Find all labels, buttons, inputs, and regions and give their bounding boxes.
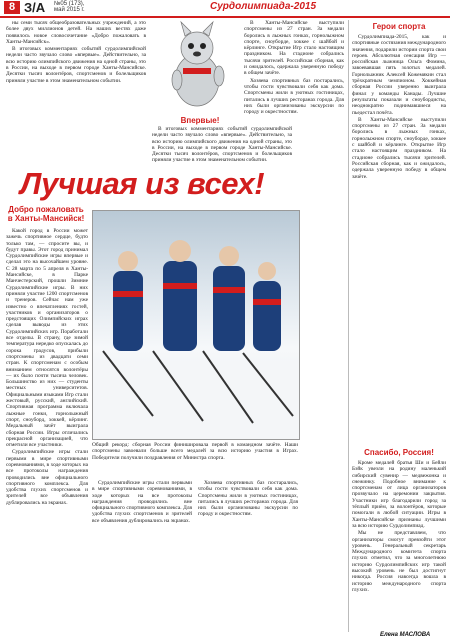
athletes-photo bbox=[92, 210, 300, 440]
left-text-2: Сурдолимпийские игры стали первыми в мире спортивными соревнованиями, в ходе которых на все протоколы награждения проводились вне официального спортивного комплекса. Для удобства глухих спортсменов и зрителей все объявления дублировались на экранах. bbox=[6, 449, 88, 506]
issue-number: №05 (173), bbox=[54, 1, 85, 7]
main-title: Лучшая из всех! bbox=[20, 166, 265, 201]
photo-caption: Общий рекорд: сборная России финишировала первой в командном зачёте. Наши спортсмены завоевали больше всего медалей за всю историю участия в Играх. Победители получили поздравления от Министра спорта. bbox=[92, 442, 298, 461]
newspaper-logo: З/А bbox=[24, 0, 46, 15]
bottom-mid-left-column bbox=[92, 480, 192, 630]
first-text: В итоговых комментариях событий сурдолимпийской недели часто звучало слово «впервые». Действительно, за всю историю олимпийского движения на одной страны, это в России, на выходе в первом городе Ханты-Мансийске. Десятки тысяч волонтёров, спортсменов и болельщиков приняли участие в этом знаменательном событии. bbox=[152, 126, 292, 164]
issue-date: май 2015 г. bbox=[54, 7, 85, 13]
rubric-title: Сурдолимпиада-2015 bbox=[210, 1, 317, 12]
bottom-mid-right-text: Хозяева спортивных баз постарались, чтобы гости чувствовали себя как дома. Спортсмены жили в уютных гостиницах, питались в лучших ресторанах города. Для них были организованы экскурсии по городу и окрестностям. bbox=[198, 480, 298, 518]
top-left-text: ны семи тысяч общеобразовательных учреждений, а это более двух миллионов детей. На наших вестях даже появилось новое словосочетание «Добро пожаловать в Ханты-Мансийск». bbox=[6, 20, 146, 45]
right-text: Сурдолимпиада-2015, как и спортивные состязания международного значения, подарили истории спорта свои героев. Абсолютная сенсация Игр — российская лыжница Ольга Фомина, завоевавшая пять золотых медалей. Горнолыжник Алексей Кожемякин стал трёхкратным чемпионом. Хоккейная сборная России уверенно выиграла финал у команды Канады. Лучшие результаты показали и сноубордисты, неоднократно поднимавшиеся на пьедестал почёта. bbox=[352, 34, 446, 116]
issue-info bbox=[54, 1, 85, 13]
page-number: 8 bbox=[4, 1, 20, 14]
sub-title: Добро пожаловать в Ханты-Мансийск! bbox=[7, 205, 85, 223]
right-heading: Герои спорта bbox=[372, 22, 426, 31]
right-text-2: Кроме медалей братья Ши и Бейли Бэйк увезли на родину маленький сибирский сувенир — медвежонка и снежинку. Подобное внимание к спортсменам от лица организаторов прозвучало на церемонии закрытия. Участники игр благодарили город за тёплый приём, за волонтёров, которые помогали в любой ситуации. Игры в Ханты-Мансийске признаны лучшими за всю историю Сурдолимпиад. bbox=[352, 460, 446, 529]
page-header bbox=[0, 0, 450, 18]
mid-text-top: В Ханты-Мансийске выступили спортсмены из 27 стран. За медали боролись в лыжных гонках, горнолыжном спорте, сноуборде, хоккее с шайбой и кёрлинге. Открытие Игр стало настоящим праздником. На стадионе собрались тысячи зрителей. Российская сборная, как и ожидалось, одержала уверенную победу в общем зачёте. bbox=[244, 20, 344, 77]
first-heading: Впервые! bbox=[180, 116, 220, 125]
right-column bbox=[352, 34, 446, 438]
bottom-mid-right-column bbox=[198, 480, 298, 630]
mascot-illustration bbox=[155, 20, 239, 112]
left-text: Какой город в России может зажечь спортивное сердце, будто только там, — спросите вы, и будут правы. Этот город принимал Сурдолимпийские игры впервые и сделал это на высочайшем уровне. С 28 марта по 5 апреля в Ханты-Мансийске, в Парке Манчестерский, прошли Зимние Сурдолимпийские игры. В них приняли участие 1200 спортсменов и тренеров. Сейчас нам уже известно о впечатлениях гостей, участников и организаторов о предстоящих Олимпийских играх сделав выводы из этих Сурдолимпийских игр. Поработали все отделы. В страну, где зимой температура нередко опускалась до сорока градусов, прибыли спортсмены из двадцати семи стран. К спортсменам с особым вниманием относятся волонтёры — их было почти тысяча человек. Большинство из них — студенты местных университетов. Официальными языками Игр стали жестовый, русский, английский. Спортивная программа включала лыжные гонки, горнолыжный спорт, сноуборд, хоккей, кёрлинг. Медальный зачёт выиграла сборная России. Игры отличались прекрасной организацией, что отметили все участники. bbox=[6, 228, 88, 449]
top-middle-column bbox=[244, 20, 344, 160]
author-signature: Елена МАСЛОВА bbox=[380, 632, 431, 638]
column-divider bbox=[348, 20, 349, 632]
left-column bbox=[6, 228, 88, 628]
right-column-2 bbox=[352, 460, 446, 628]
right-text-b: В Ханты-Мансийске выступили спортсмены из 27 стран. За медали боролись в лыжных гонках, горнолыжном спорте, сноуборде, хоккее с шайбой и кёрлинге. Открытие Игр стало настоящим праздником. На стадионе собрались тысячи зрителей. Российская сборная, как и ожидалось, одержала уверенную победу в общем зачёте. bbox=[352, 116, 446, 180]
photo-illustration bbox=[93, 211, 299, 439]
right-heading-2: Спасибо, Россия! bbox=[364, 448, 434, 457]
top-left-column bbox=[6, 20, 146, 160]
first-text-extra: В итоговых комментариях событий сурдолимпийской недели часто звучало слово «впервые». Действительно, за всю историю олимпийского движения на одной страны, это в России, на выходе в первом городе Ханты-Мансийске. Десятки тысяч волонтёров, спортсменов и болельщиков приняли участие в этом знаменательном событии. bbox=[6, 46, 146, 84]
mid-text-top2: Хозяева спортивных баз постарались, чтобы гости чувствовали себя как дома. Спортсмены жили в уютных гостиницах, питались в лучших ресторанах города. Для них были организованы экскурсии по городу и окрестностям. bbox=[244, 77, 344, 116]
right-text-3: Мы не представляем, что организаторы смогут превзойти этот уровень. Генеральный секретарь Международного комитета спорта глухих отметил, что за многолетнюю историю Сурдолимпийских игр такой высокий уровень не был достигнут никогда. Россия навсегда вошла в историю международного спорта глухих. bbox=[352, 530, 446, 593]
bottom-mid-left-text: Сурдолимпийские игры стали первыми в мире спортивными соревнованиями, в ходе которых на все протоколы награждения проводились вне официального спортивного комплекса. Для удобства глухих спортсменов и зрителей все объявления дублировались на экранах. bbox=[92, 480, 192, 524]
